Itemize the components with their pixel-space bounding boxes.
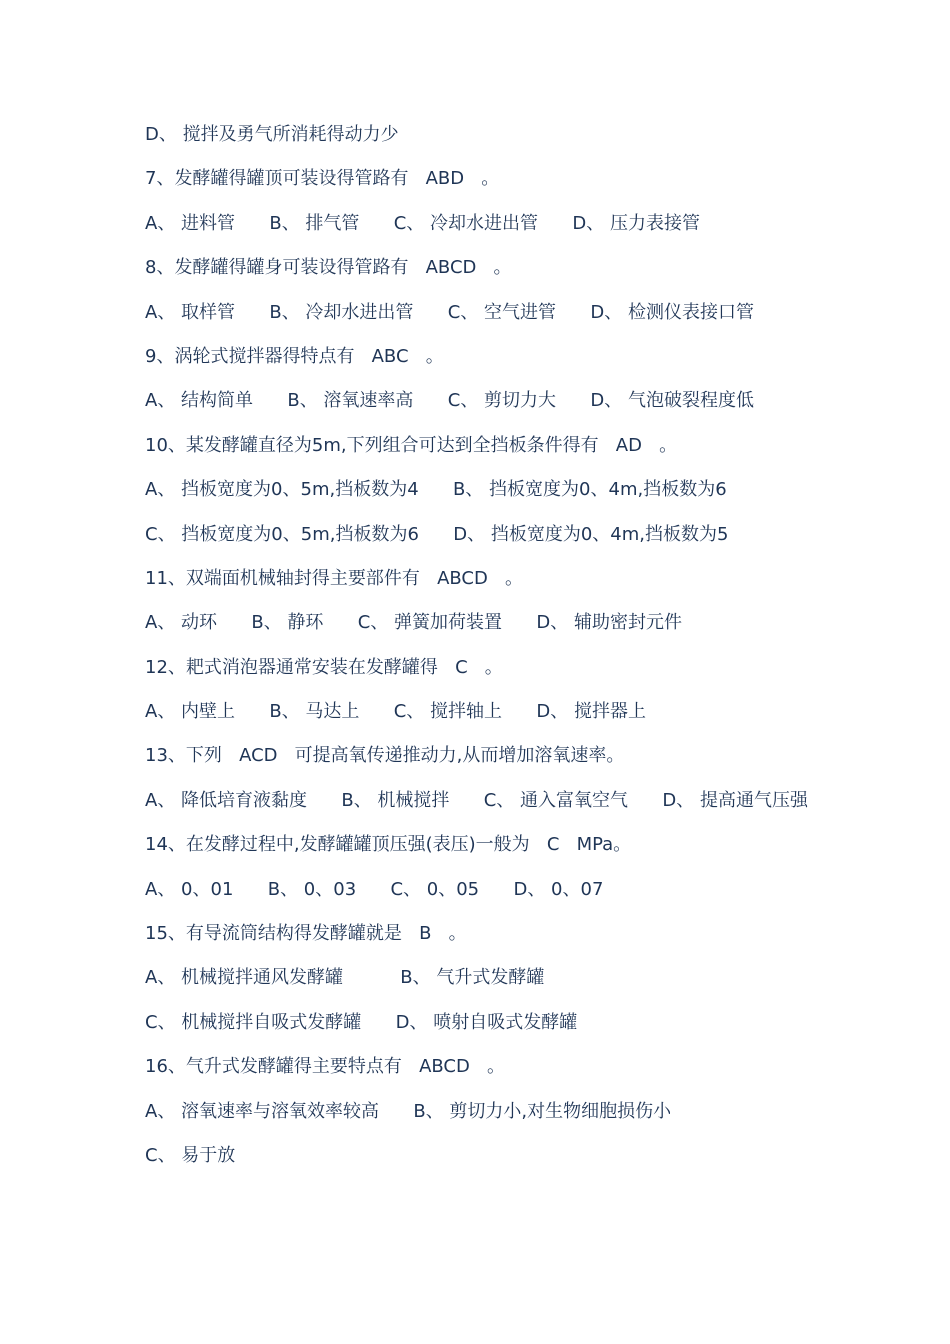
question-15 — [145, 919, 815, 949]
line-text: 15、有导流筒结构得发酵罐就是 B 。 — [145, 923, 467, 945]
question-16 — [145, 1052, 815, 1082]
line-text: 13、下列 ACD 可提高氧传递推动力,从而增加溶氧速率。 — [145, 745, 625, 767]
line-text: A、 降低培育液黏度 B、 机械搅拌 C、 通入富氧空气 D、 提高通气压强 — [145, 789, 808, 811]
question-14 — [145, 830, 815, 860]
options-11 — [145, 608, 815, 638]
options-12 — [145, 697, 815, 727]
line-text: 14、在发酵过程中,发酵罐罐顶压强(表压)一般为 C MPa。 — [145, 834, 632, 856]
options-9 — [145, 386, 815, 416]
question-11 — [145, 564, 815, 594]
options-15-ab — [145, 963, 815, 993]
line-text: C、 易于放 — [145, 1144, 236, 1166]
line-text: A、 结构简单 B、 溶氧速率高 C、 剪切力大 D、 气泡破裂程度低 — [145, 390, 754, 412]
line-text: 8、发酵罐得罐身可装设得管路有 ABCD 。 — [145, 257, 512, 279]
line-text: A、 机械搅拌通风发酵罐 B、 气升式发酵罐 — [145, 967, 545, 989]
question-8 — [145, 253, 815, 283]
options-10-cd — [145, 520, 815, 550]
options-7 — [145, 209, 815, 239]
options-16-ab — [145, 1097, 815, 1127]
question-13 — [145, 741, 815, 771]
question-10 — [145, 431, 815, 461]
question-12 — [145, 653, 815, 683]
document-body — [145, 120, 815, 1185]
question-9 — [145, 342, 815, 372]
text-line — [145, 120, 815, 150]
options-14 — [145, 875, 815, 905]
line-text: A、 0、01 B、 0、03 C、 0、05 D、 0、07 — [145, 878, 604, 900]
line-text: A、 挡板宽度为0、5m,挡板数为4 B、 挡板宽度为0、4m,挡板数为6 — [145, 479, 727, 501]
options-10-ab — [145, 475, 815, 505]
line-text: 16、气升式发酵罐得主要特点有 ABCD 。 — [145, 1056, 506, 1078]
options-15-cd — [145, 1008, 815, 1038]
line-text: A、 动环 B、 静环 C、 弹簧加荷装置 D、 辅助密封元件 — [145, 612, 682, 634]
question-7 — [145, 164, 815, 194]
line-text: 12、耙式消泡器通常安装在发酵罐得 C 。 — [145, 656, 503, 678]
options-16-c — [145, 1141, 815, 1171]
options-8 — [145, 298, 815, 328]
line-text: A、 进料管 B、 排气管 C、 冷却水进出管 D、 压力表接管 — [145, 212, 700, 234]
line-text: 9、涡轮式搅拌器得特点有 ABC 。 — [145, 345, 444, 367]
line-text: 10、某发酵罐直径为5m,下列组合可达到全挡板条件得有 AD 。 — [145, 434, 678, 456]
line-text: D、 搅拌及勇气所消耗得动力少 — [145, 124, 399, 145]
options-13 — [145, 786, 815, 816]
line-text: C、 挡板宽度为0、5m,挡板数为6 D、 挡板宽度为0、4m,挡板数为5 — [145, 523, 729, 545]
line-text: C、 机械搅拌自吸式发酵罐 D、 喷射自吸式发酵罐 — [145, 1011, 578, 1033]
line-text: A、 溶氧速率与溶氧效率较高 B、 剪切力小,对生物细胞损伤小 — [145, 1100, 672, 1122]
line-text: 7、发酵罐得罐顶可装设得管路有 ABD 。 — [145, 168, 500, 190]
line-text: 11、双端面机械轴封得主要部件有 ABCD 。 — [145, 567, 524, 589]
line-text: A、 取样管 B、 冷却水进出管 C、 空气进管 D、 检测仪表接口管 — [145, 301, 754, 323]
line-text: A、 内壁上 B、 马达上 C、 搅拌轴上 D、 搅拌器上 — [145, 701, 646, 723]
